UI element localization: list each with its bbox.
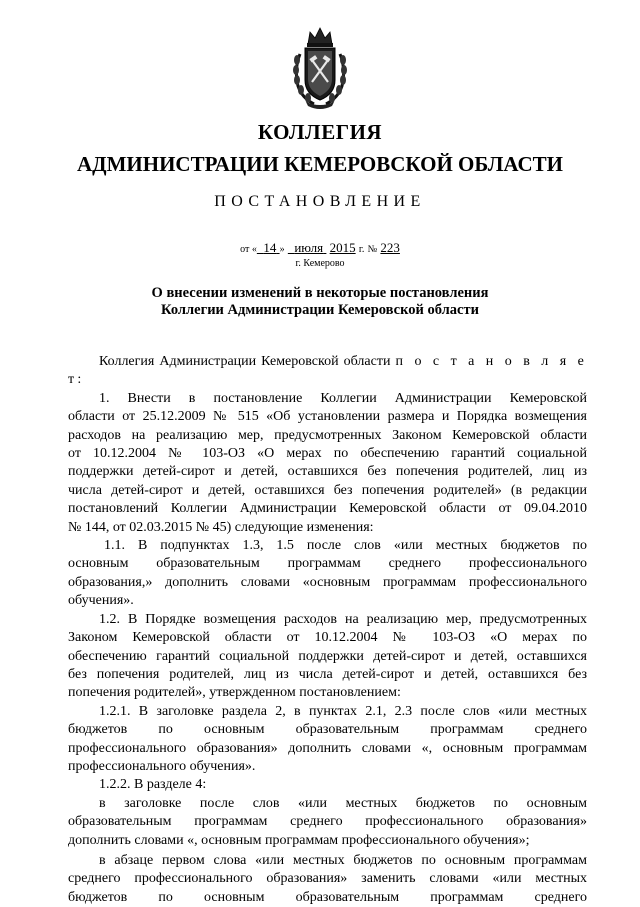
date-prefix: от «: [240, 244, 257, 255]
body-line: № 144, от 02.03.2015 № 45) следующие изменения:: [68, 519, 374, 535]
body-line: Законом Кемеровской области от 10.12.2004 № 103-ОЗ «О мерах по: [68, 630, 587, 646]
body-line: попечения родителей», утвержденном постановлением:: [68, 685, 401, 701]
body-line: основным образовательным программам среднего профессионального: [68, 556, 587, 572]
city-label: г. Кемерово: [295, 258, 345, 269]
date-month: июля: [294, 240, 324, 255]
body-line: числа детей-сирот и детей, оставшихся без попечения родителей» (в редакции: [68, 482, 587, 498]
document-date-number: [0, 240, 640, 256]
subject-line: О внесении изменений в некоторые постановления: [151, 285, 489, 301]
body-line: бюджетов по основным образовательным программам среднего: [68, 889, 587, 905]
body-line: без попечения родителей, лиц из числа детей-сирот и детей, оставшихся без: [68, 666, 587, 682]
body-line: 1.2.1. В заголовке раздела 2, в пунктах 2.1, 2.3 после слов «или местных: [99, 703, 587, 719]
date-year-suffix: г.: [358, 244, 365, 255]
document-body: [68, 353, 587, 907]
body-line: дополнить словами «, основным программам профессионального обучения»;: [68, 832, 530, 848]
body-line: 1. Внести в постановление Коллегии Администрации Кемеровской: [99, 390, 587, 406]
body-line: профессионального образования» дополнить словами «, основным программам: [68, 740, 587, 756]
administration-title: АДМИНИСТРАЦИИ КЕМЕРОВСКОЙ ОБЛАСТИ: [76, 152, 564, 176]
body-line: в абзаце первом слова «или местных бюджетов по основным программам: [99, 852, 587, 868]
date-day: 14: [263, 240, 277, 255]
date-year: 2015: [329, 240, 356, 255]
body-line: поддержки детей-сирот и детей, оставшихся без попечения родителей, лиц из: [68, 464, 587, 480]
subject-line: Коллегии Администрации Кемеровской области: [161, 302, 479, 318]
document-subject: [0, 285, 640, 319]
body-line: обучения».: [68, 593, 134, 609]
body-line: бюджетов по основным образовательным программам среднего: [68, 722, 587, 738]
body-line: профессионального обучения».: [68, 758, 256, 774]
body-line: постановлений Коллегии Администрации Кемеровской области от 09.04.2010: [68, 501, 587, 517]
kemerovo-coat-of-arms-emblem: [290, 24, 350, 110]
intro-line: Коллегия Администрации Кемеровской области п о с т а н о в л я е т:: [68, 354, 588, 388]
number-label: №: [367, 244, 378, 255]
body-line: 1.2. В Порядке возмещения расходов на реализацию мер, предусмотренных: [99, 611, 587, 627]
body-line: расходов на реализацию мер, предусмотренных Законом Кемеровской области: [68, 427, 587, 443]
document-type: ПОСТАНОВЛЕНИЕ: [214, 193, 426, 210]
body-line: образовательным программам среднего профессионального образования»: [68, 814, 587, 830]
body-line: среднего профессионального образования» заменить словами «или местных: [68, 871, 587, 887]
body-line: образования,» дополнить словами «основным программам профессионального: [68, 574, 587, 590]
body-line: 1.2.2. В разделе 4:: [99, 777, 207, 793]
collegium-title: КОЛЛЕГИЯ: [257, 120, 383, 144]
date-quote-close: »: [279, 244, 285, 255]
body-line: области от 25.12.2009 № 515 «Об установлении размера и Порядка возмещения: [68, 409, 587, 425]
body-line: в заголовке после слов «или местных бюджетов по основным: [99, 795, 587, 811]
body-line: обеспечению гарантий социальной поддержки детей-сирот и детей, оставшихся: [68, 648, 587, 664]
body-line: 1.1. В подпунктах 1.3, 1.5 после слов «или местных бюджетов по: [104, 538, 587, 554]
body-line: от 10.12.2004 № 103-ОЗ «О мерах по обеспечению гарантий социальной: [68, 446, 587, 462]
document-number: 223: [380, 240, 400, 255]
